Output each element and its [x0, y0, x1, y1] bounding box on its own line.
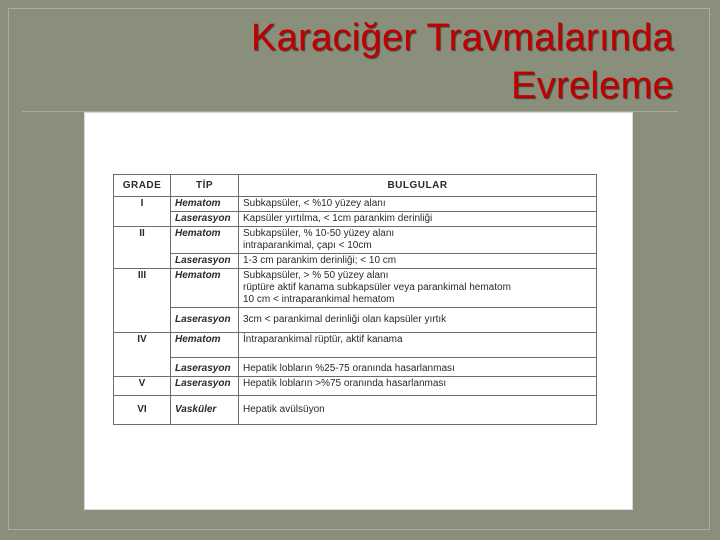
findings-cell — [239, 227, 597, 254]
type-cell: Laserasyon — [171, 254, 239, 269]
findings-line: Hepatik lobların %25-75 oranında hasarlanması — [243, 363, 455, 374]
table-row — [114, 197, 597, 212]
table-row — [114, 308, 597, 333]
findings-cell — [239, 396, 597, 425]
findings-cell — [239, 333, 597, 358]
findings-cell — [239, 212, 597, 227]
findings-cell — [239, 269, 597, 308]
grade-cell: VI — [114, 396, 171, 425]
grade-cell: IV — [114, 333, 171, 377]
findings-cell — [239, 377, 597, 396]
slide-title-line-1: Karaciğer Travmalarında — [251, 17, 674, 59]
slide-title-line-2: Evreleme — [511, 65, 674, 107]
table-row — [114, 212, 597, 227]
findings-line: 1-3 cm parankim derinliği; < 10 cm — [243, 255, 397, 266]
slide-title — [251, 14, 674, 110]
type-cell: Laserasyon — [171, 212, 239, 227]
findings-cell — [239, 254, 597, 269]
grade-cell: I — [114, 197, 171, 227]
table-row — [114, 227, 597, 254]
column-header-bulgular: BULGULAR — [239, 175, 597, 197]
grade-cell: III — [114, 269, 171, 333]
table-row — [114, 269, 597, 308]
findings-line: Kapsüler yırtılma, < 1cm parankim derinliği — [243, 213, 433, 224]
findings-line: Hepatik lobların >%75 oranında hasarlanması — [243, 378, 447, 389]
findings-line: 10 cm < intraparankimal hematom — [243, 294, 395, 305]
findings-line: Subkapsüler, < %10 yüzey alanı — [243, 198, 386, 209]
type-cell: Laserasyon — [171, 308, 239, 333]
findings-cell — [239, 358, 597, 377]
type-cell: Hematom — [171, 227, 239, 254]
findings-line: Hepatik avülsüyon — [243, 404, 325, 415]
table-row — [114, 333, 597, 358]
table-header-row — [114, 175, 597, 197]
table-row — [114, 254, 597, 269]
type-cell: Laserasyon — [171, 377, 239, 396]
findings-cell — [239, 197, 597, 212]
findings-line: İntraparankimal rüptür, aktif kanama — [243, 334, 403, 345]
column-header-grade: GRADE — [114, 175, 171, 197]
column-header-tip: TİP — [171, 175, 239, 197]
table-row — [114, 396, 597, 425]
type-cell: Vasküler — [171, 396, 239, 425]
grade-cell: V — [114, 377, 171, 396]
table-row — [114, 358, 597, 377]
findings-line: intraparankimal, çapı < 10cm — [243, 240, 372, 251]
grade-cell: II — [114, 227, 171, 269]
type-cell: Hematom — [171, 333, 239, 358]
grading-table — [113, 174, 597, 425]
findings-line: Subkapsüler, > % 50 yüzey alanı — [243, 270, 389, 281]
type-cell: Hematom — [171, 269, 239, 308]
findings-line: Subkapsüler, % 10-50 yüzey alanı — [243, 228, 395, 239]
type-cell: Hematom — [171, 197, 239, 212]
type-cell: Laserasyon — [171, 358, 239, 377]
findings-line: 3cm < parankimal derinliği olan kapsüler yırtık — [243, 314, 447, 325]
findings-line: rüptüre aktif kanama subkapsüler veya parankimal hematom — [243, 282, 511, 293]
findings-cell — [239, 308, 597, 333]
document-image — [84, 112, 633, 510]
table-row — [114, 377, 597, 396]
